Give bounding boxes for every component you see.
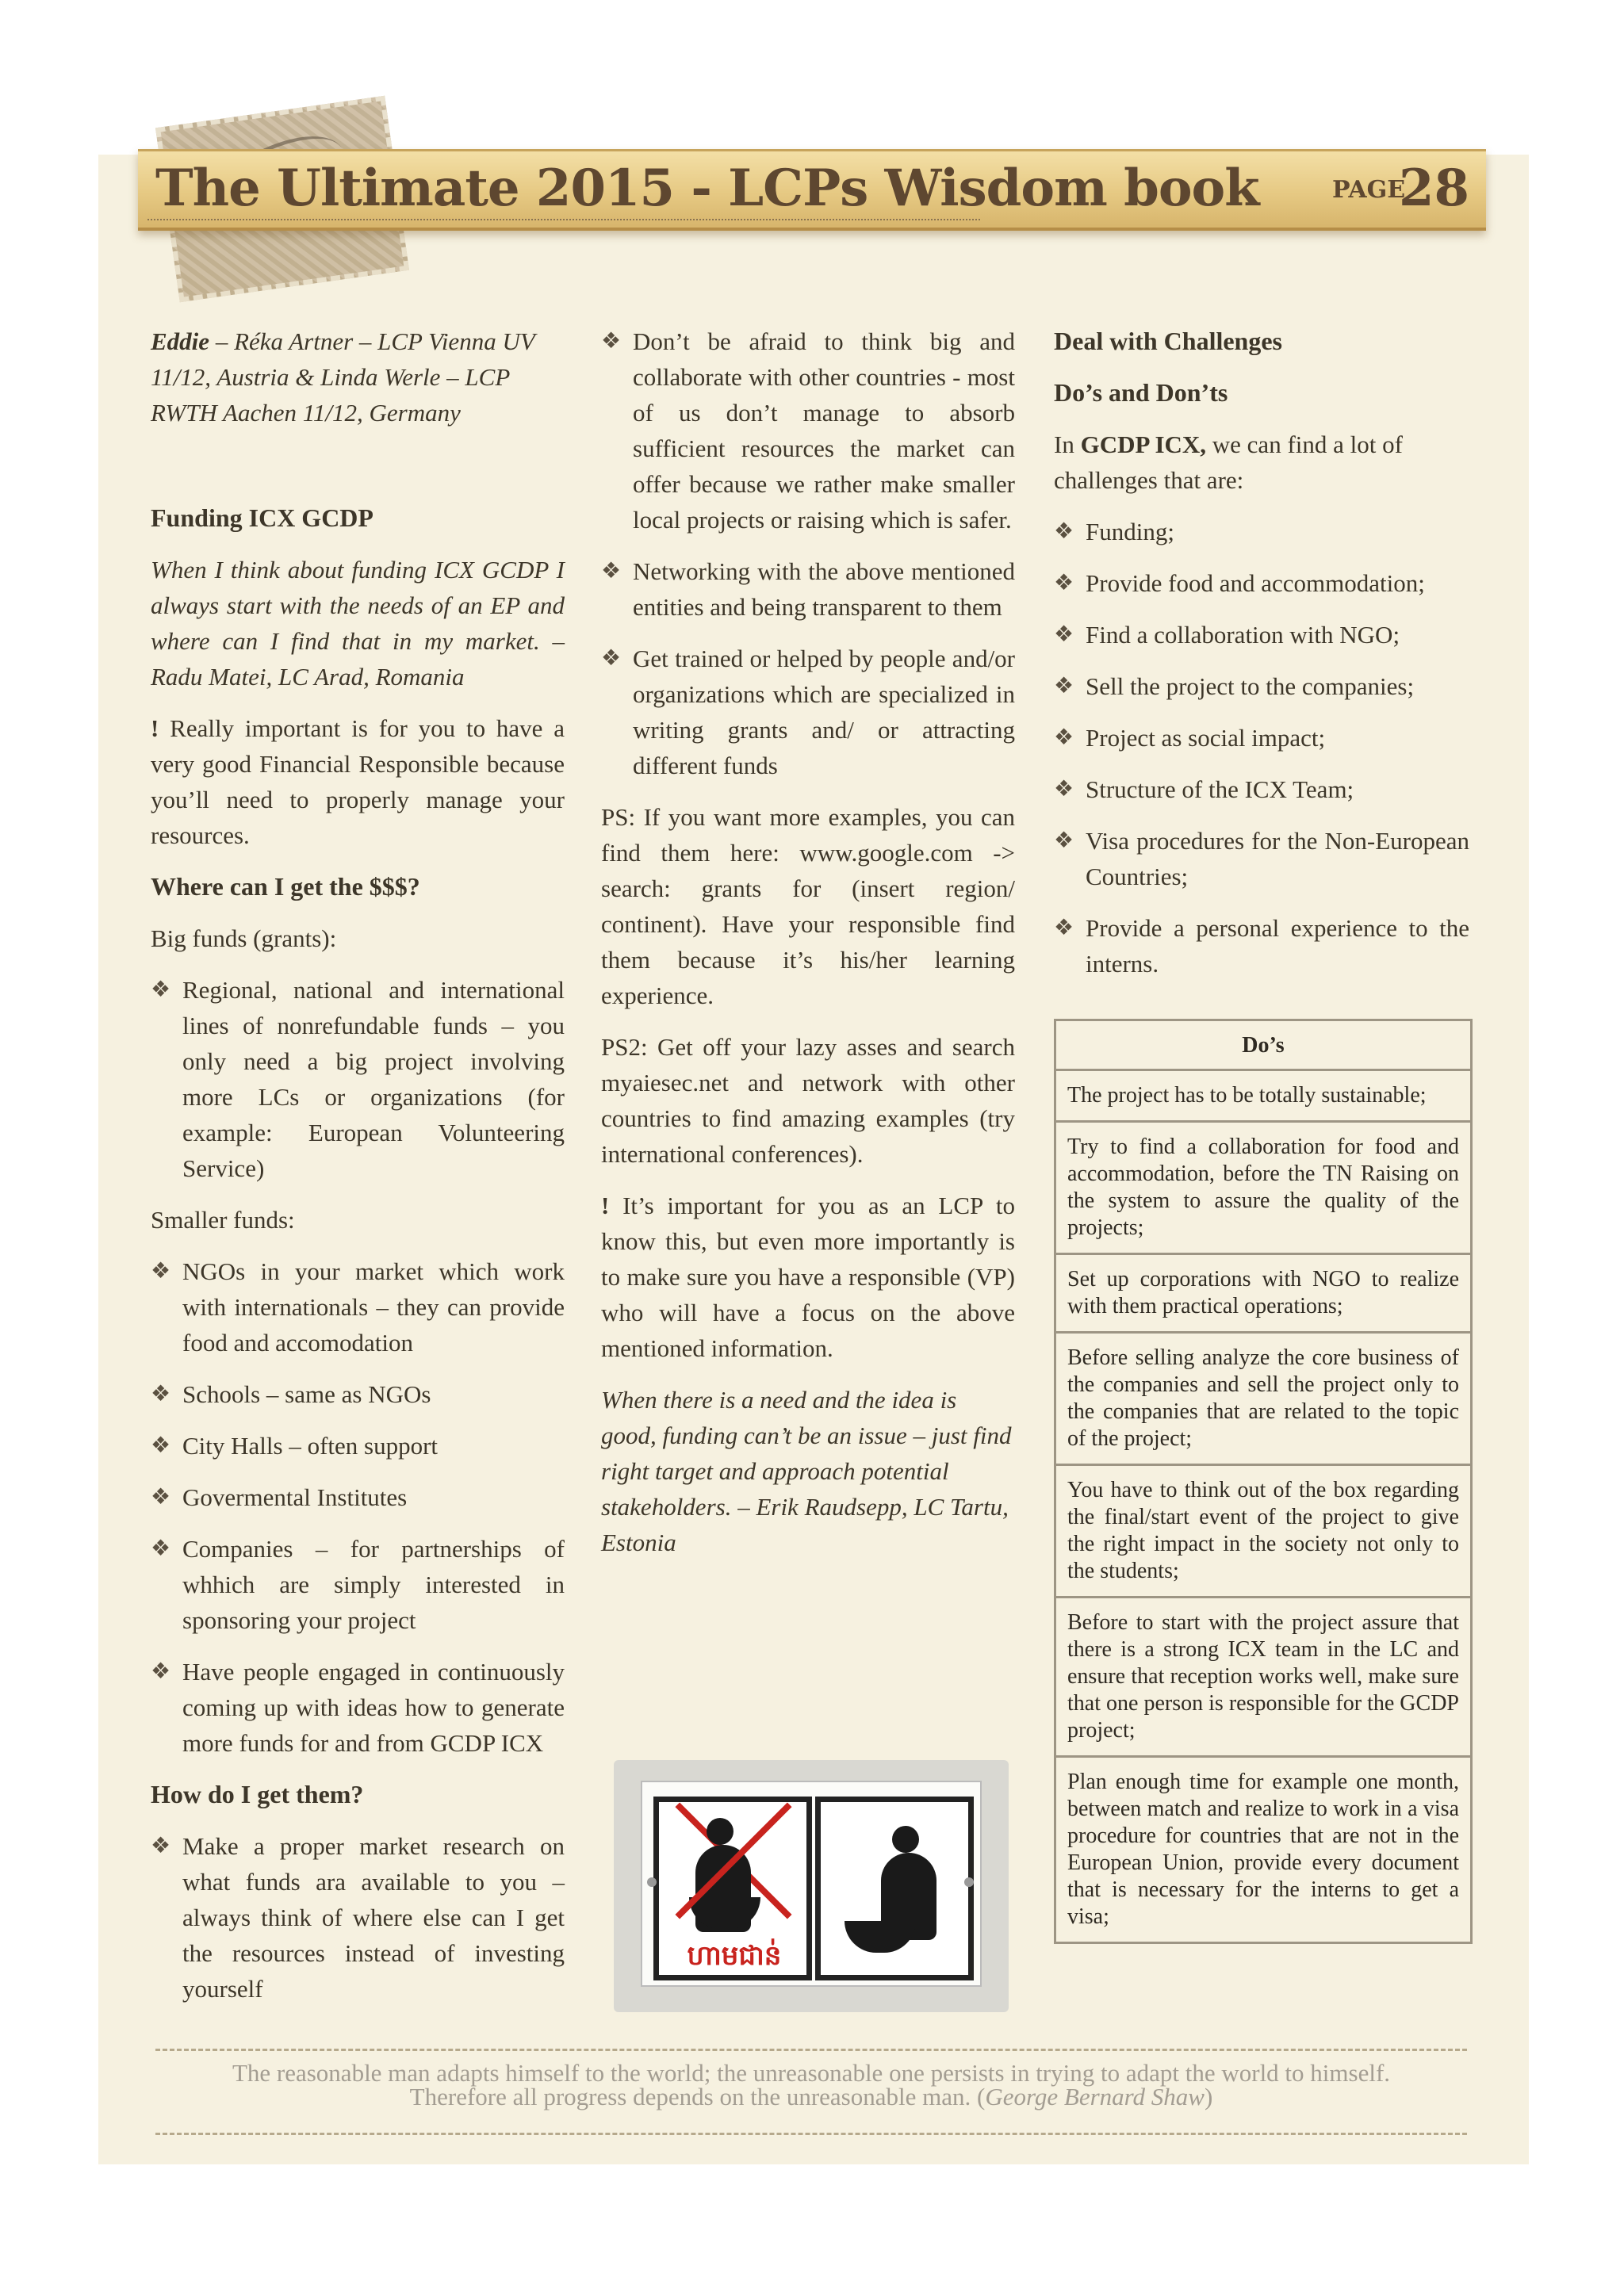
- heading-where: Where can I get the $$$?: [151, 872, 420, 901]
- footer-quote: [155, 2061, 1467, 2109]
- list-item: [1054, 771, 1469, 807]
- list-item: [151, 1253, 565, 1360]
- list-item: [1054, 823, 1469, 894]
- how-list: [151, 1828, 565, 2007]
- bullet-icon: ❖: [151, 1485, 171, 1510]
- quote-radu: When I think about funding ICX GCDP I always start with the needs of an EP and where can I find that in my market. – Radu Matei, LC Arad, Romania: [151, 556, 565, 691]
- list-item: [1054, 720, 1469, 756]
- list-item: [1054, 668, 1469, 704]
- exclamation-mark: !: [151, 714, 159, 742]
- big-funds-list: [151, 972, 565, 1186]
- list-item: [151, 1479, 565, 1515]
- list-item: [151, 1654, 565, 1761]
- list-item: [1054, 514, 1469, 549]
- bullet-icon: ❖: [151, 1536, 171, 1561]
- list-item-text: City Halls – often support: [182, 1432, 439, 1460]
- list-item-text: Schools – same as NGOs: [182, 1380, 431, 1408]
- toilet-sign-image: [614, 1760, 1009, 2012]
- list-item-text: Get trained or helped by people and/or organizations which are specialized in writing grants and/ or attracting different funds: [633, 645, 1015, 779]
- list-item: [1054, 910, 1469, 982]
- list-item-text: Companies – for partnerships of whhich are simply interested in sponsoring your project: [182, 1535, 565, 1634]
- title-underline: [147, 219, 980, 220]
- intro-post: we can find a lot of challenges that are:: [1054, 430, 1403, 494]
- intro-pre: In: [1054, 430, 1081, 458]
- heading-how: How do I get them?: [151, 1780, 364, 1808]
- table-row: Set up corporations with NGO to realize with them practical operations;: [1056, 1255, 1470, 1334]
- quote-line-2: [155, 2085, 1467, 2109]
- list-item: [151, 1376, 565, 1412]
- quote-erik: When there is a need and the idea is good, funding can’t be an issue – just find right target and approach potential stakeholders. – Erik Raudsepp, LC Tartu, Estonia: [601, 1386, 1012, 1556]
- list-item-text: Structure of the ICX Team;: [1086, 775, 1354, 803]
- no-standing-icon: [653, 1797, 812, 1980]
- quote-author: George Bernard Shaw: [985, 2083, 1205, 2110]
- table-row: Try to find a collaboration for food and accommodation, before the TN Raising on the system to assure the quality of the projects;: [1056, 1123, 1470, 1255]
- list-item: [1054, 617, 1469, 652]
- quote-line-1: The reasonable man adapts himself to the world; the unreasonable one persists in trying to adapt the world to himself.: [232, 2059, 1391, 2087]
- byline-rest: – Réka Artner – LCP Vienna UV 11/12, Austria & Linda Werle – LCP RWTH Aachen 11/12, Germany: [151, 327, 535, 427]
- heading-dos-donts: Do’s and Don’ts: [1054, 378, 1228, 407]
- table-row: You have to think out of the box regarding the final/start event of the project to give the right impact in the society not only to the students;: [1056, 1466, 1470, 1598]
- column-2: [601, 323, 1015, 1576]
- list-item: [601, 641, 1015, 783]
- title-bold: The Ultimate 2015: [155, 159, 675, 218]
- table-row: Before selling analyze the core business of the companies and sell the project only to the companies that are related to the topic of the project;: [1056, 1334, 1470, 1466]
- bullet-icon: ❖: [1054, 519, 1074, 544]
- bullet-icon: ❖: [1054, 725, 1074, 750]
- bullet-icon: ❖: [1054, 674, 1074, 698]
- important-text: It’s important for you as an LCP to know this, but even more importantly is to make sure you have a responsible (VP) who will have a focus on the above mentioned information.: [601, 1192, 1015, 1362]
- table-row: The project has to be totally sustainable;: [1056, 1071, 1470, 1123]
- quote-close: ): [1204, 2083, 1213, 2110]
- bullet-icon: ❖: [151, 978, 171, 1002]
- bullet-icon: ❖: [1054, 571, 1074, 595]
- paragraph-important: [151, 710, 565, 853]
- small-funds-list: [151, 1253, 565, 1761]
- list-item-text: Don’t be afraid to think big and collaborate with other countries - most of us don’t manage to absorb sufficient resources the market can offer because we rather make smaller local projects or raising which is safer.: [633, 327, 1015, 534]
- page-number: 28: [1399, 159, 1470, 218]
- bullet-icon: ❖: [601, 646, 622, 671]
- list-item-text: Have people engaged in continuously coming up with ideas how to generate more funds for and from GCDP ICX: [182, 1658, 565, 1757]
- paragraph-ps2: PS2: Get off your lazy asses and search myaiesec.net and network with other countries to find amazing examples (try international conferences).: [601, 1033, 1015, 1168]
- heading-deal: Deal with Challenges: [1054, 327, 1282, 355]
- bullet-icon: ❖: [601, 329, 622, 354]
- label-small-funds: Smaller funds:: [151, 1206, 295, 1234]
- list-item: [151, 1828, 565, 2007]
- list-item: [151, 972, 565, 1186]
- column-3: [1054, 323, 1469, 997]
- sitting-toilet-icon: [815, 1797, 974, 1980]
- byline-name: Eddie: [151, 327, 210, 355]
- footer-top-rule: [155, 2049, 1467, 2051]
- byline: [151, 323, 565, 430]
- table-row: Plan enough time for example one month, between match and realize to work in a visa procedure for countries that are not in the European Union, provide every document that is necessary for the interns to get a visa;: [1067, 1770, 1459, 1929]
- challenges-list: [1054, 514, 1469, 982]
- bullet-icon: ❖: [1054, 777, 1074, 802]
- list-item-text: NGOs in your market which work with internationals – they can provide food and accomodation: [182, 1257, 565, 1357]
- list-item-text: Networking with the above mentioned entities and being transparent to them: [633, 557, 1015, 621]
- quote-line-2-text: Therefore all progress depends on the unreasonable man. (: [409, 2083, 986, 2110]
- list-item-text: Sell the project to the companies;: [1086, 672, 1415, 700]
- list-item: [151, 1531, 565, 1638]
- title-rest: - LCPs Wisdom book: [674, 159, 1259, 218]
- bullet-icon: ❖: [1054, 622, 1074, 647]
- page-title: [155, 155, 1259, 222]
- dos-table-header: Do’s: [1056, 1021, 1470, 1071]
- dos-table: [1054, 1019, 1473, 1944]
- bullet-icon: ❖: [151, 1659, 171, 1684]
- list-item-text: Find a collaboration with NGO;: [1086, 621, 1400, 649]
- how-list-continued: [601, 323, 1015, 783]
- list-item: [151, 1428, 565, 1464]
- challenges-intro: [1054, 427, 1469, 498]
- bullet-icon: ❖: [601, 559, 622, 584]
- bullet-icon: ❖: [151, 1433, 171, 1458]
- list-item-text: Provide food and accommodation;: [1086, 569, 1425, 597]
- list-item-text: Govermental Institutes: [182, 1483, 408, 1511]
- list-item: [1054, 565, 1469, 601]
- list-item-text: Project as social impact;: [1086, 724, 1326, 752]
- paragraph-important-lcp: [601, 1188, 1015, 1366]
- bullet-icon: ❖: [151, 1834, 171, 1858]
- list-item-text: Regional, national and international lines of nonrefundable funds – you only need a big project involving more LCs or organizations (for example: European Volunteering Service): [182, 976, 565, 1182]
- paragraph-ps: PS: If you want more examples, you can find them here: www.google.com -> search: grants for (insert region/ continent). Have your responsible find them because it’s his/her learning experience.: [601, 803, 1015, 1009]
- list-item: [601, 323, 1015, 538]
- bullet-icon: ❖: [151, 1259, 171, 1284]
- list-item-text: Make a proper market research on what funds ara available to you – always think of where else can I get the resources instead of investing yourself: [182, 1832, 565, 2003]
- khmer-warning-text: ហាមជាន់: [687, 1940, 782, 1972]
- heading-funding: Funding ICX GCDP: [151, 503, 373, 532]
- page-label: PAGE: [1332, 176, 1406, 204]
- footer-bottom-rule: [155, 2133, 1467, 2135]
- bullet-icon: ❖: [1054, 828, 1074, 853]
- list-item: [601, 553, 1015, 625]
- important-text: Really important is for you to have a very good Financial Responsible because you’ll need to properly manage your resources.: [151, 714, 565, 849]
- intro-bold: GCDP ICX,: [1080, 430, 1207, 458]
- list-item-text: Funding;: [1086, 518, 1174, 545]
- list-item-text: Visa procedures for the Non-European Countries;: [1086, 827, 1469, 890]
- list-item-text: Provide a personal experience to the interns.: [1086, 914, 1469, 978]
- column-1: [151, 323, 565, 2022]
- bullet-icon: ❖: [151, 1382, 171, 1406]
- exclamation-mark: !: [601, 1192, 610, 1219]
- table-row: Before to start with the project assure that there is a strong ICX team in the LC and ensure that reception works well, make sure that one person is responsible for the GCDP project;: [1056, 1598, 1470, 1758]
- bullet-icon: ❖: [1054, 916, 1074, 940]
- label-big-funds: Big funds (grants):: [151, 924, 337, 952]
